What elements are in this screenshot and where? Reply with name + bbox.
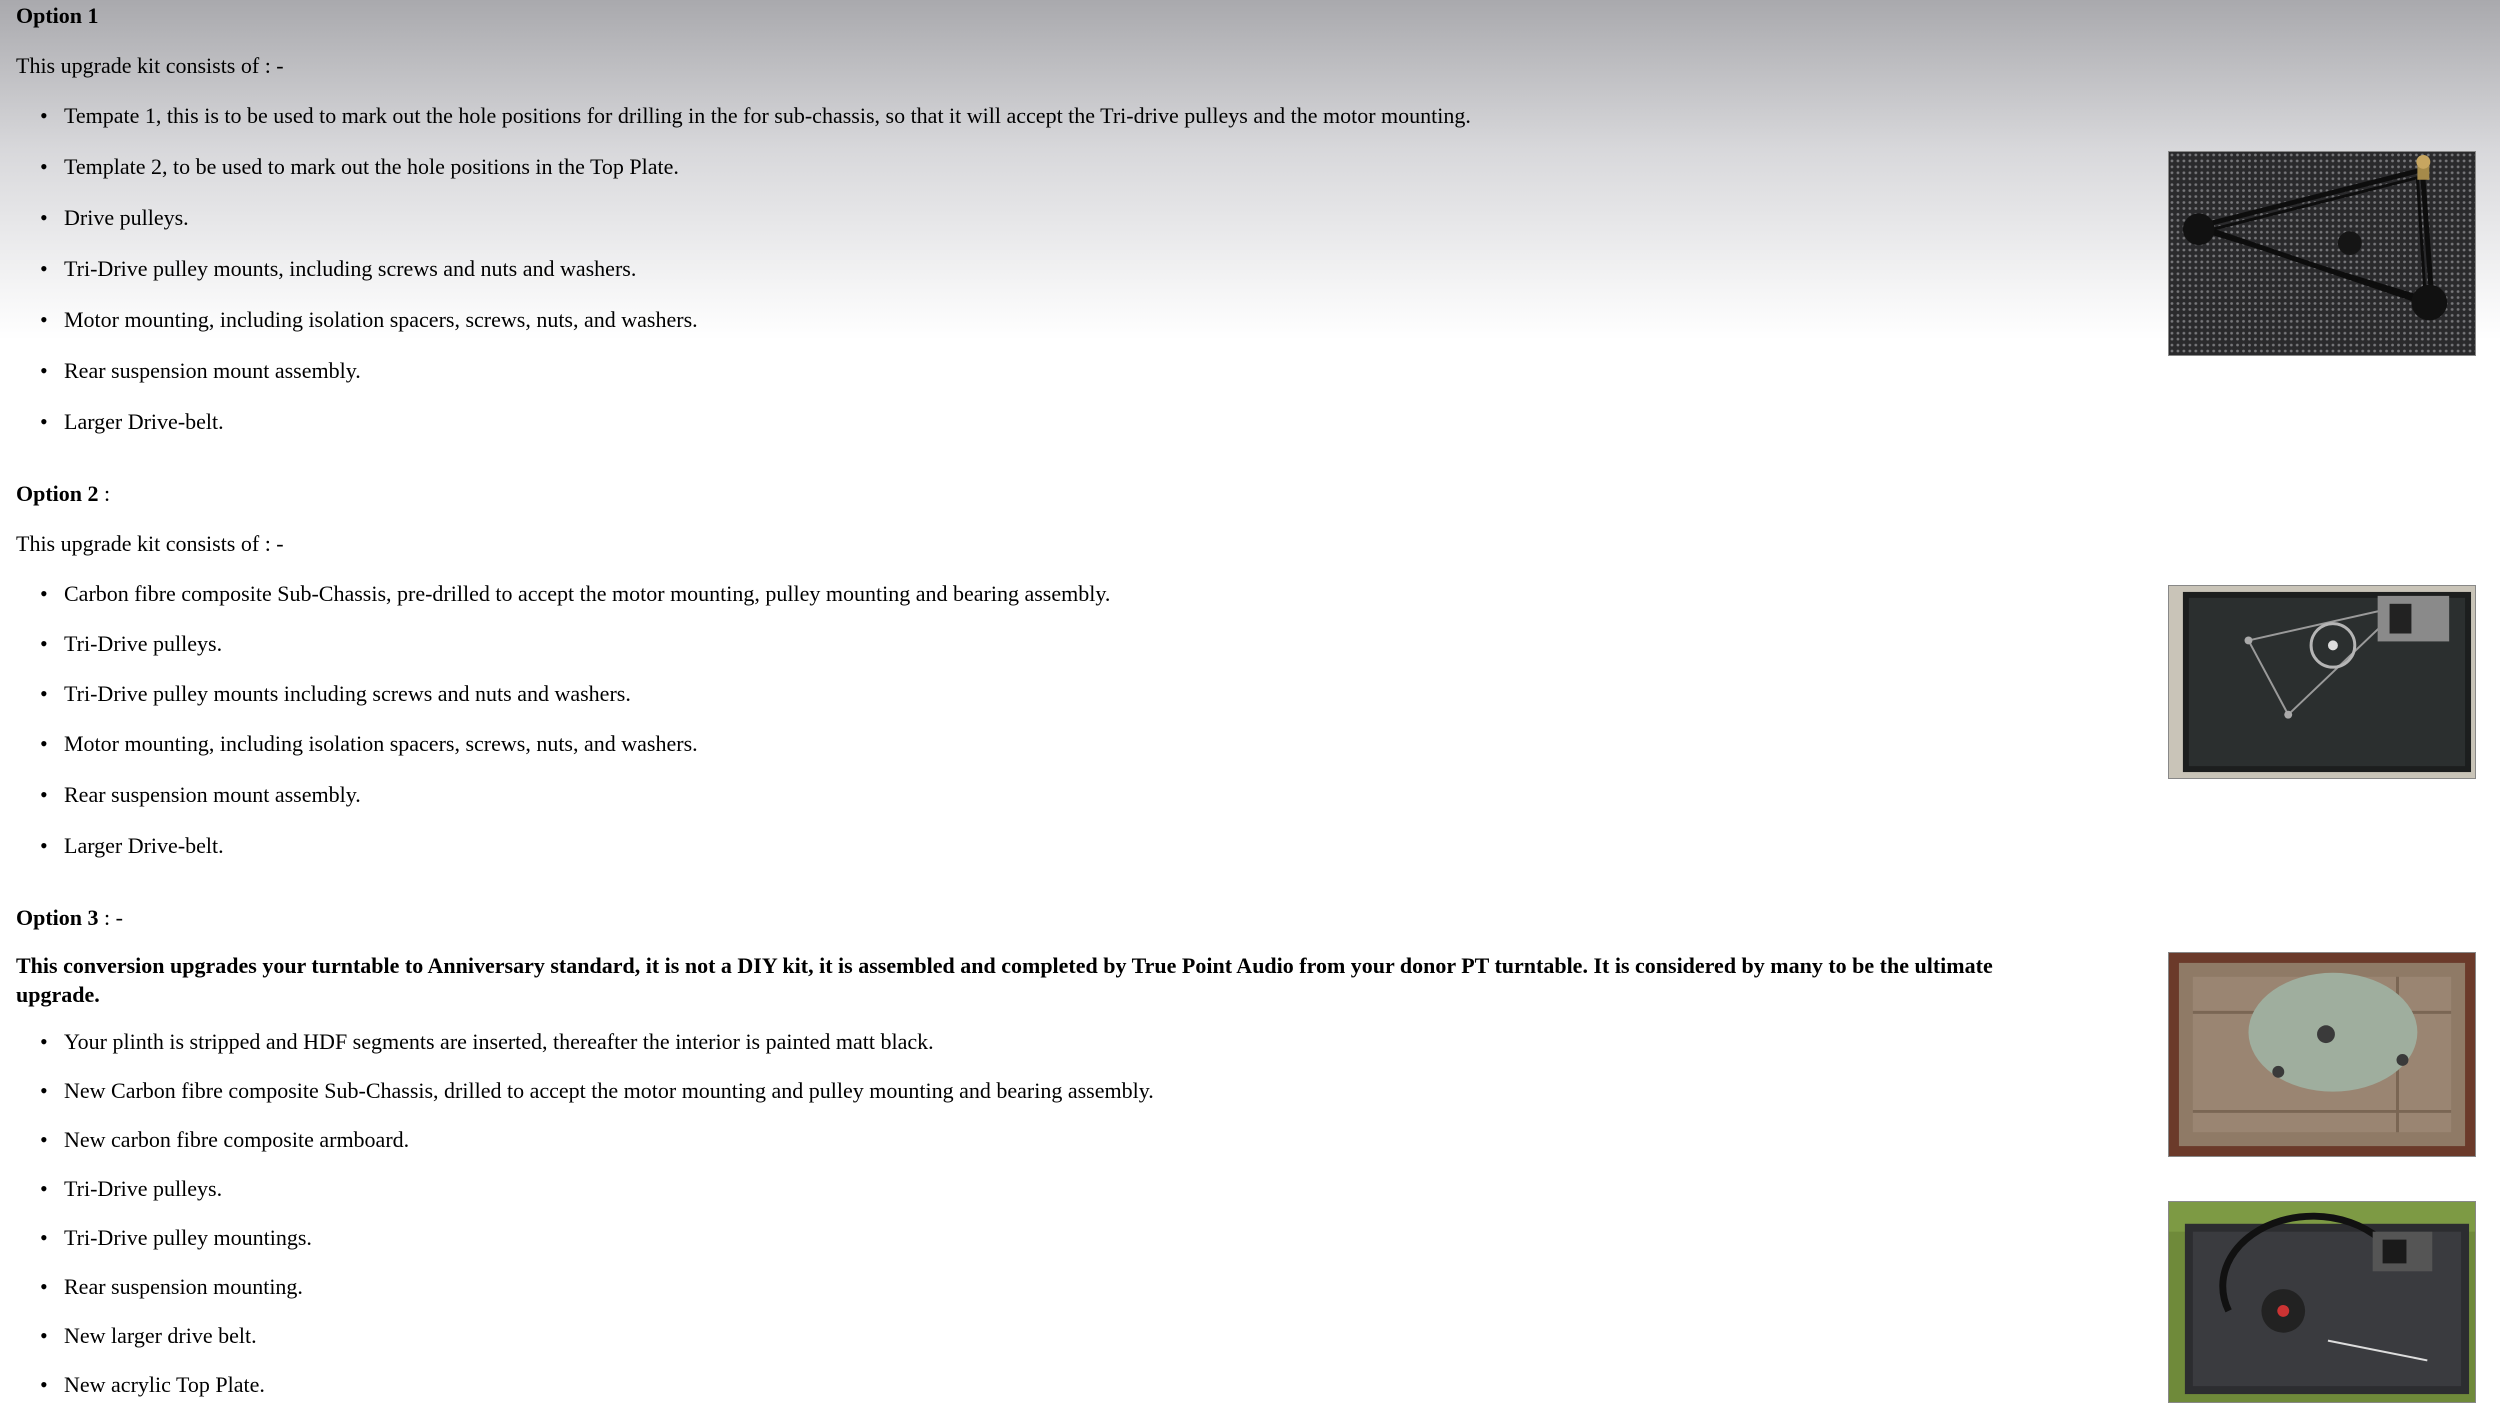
sub-chassis-photo: [2168, 585, 2476, 779]
tri-drive-pulley-kit-photo: [2168, 151, 2476, 356]
option-2-intro: This upgrade kit consists of : -: [16, 531, 284, 556]
list-item: • Rear suspension mounting.: [64, 1271, 2076, 1303]
list-item: • Tri-Drive pulleys.: [64, 1173, 2076, 1205]
option-1-list: [16, 100, 2076, 438]
list-item: • Tri-Drive pulley mounts, including screws and nuts and washers.: [64, 253, 2076, 285]
option-2-section: [16, 478, 2076, 862]
option-1-title: Option 1: [16, 3, 99, 28]
list-item: • Tri-Drive pulleys.: [64, 628, 2076, 660]
option-1-heading: [16, 0, 2076, 32]
option-2-title: Option 2: [16, 481, 99, 506]
option-2-suffix: :: [98, 481, 111, 506]
list-item: • Carbon fibre composite Sub-Chassis, pre-drilled to accept the motor mounting, pulley mounting and bearing assembly.: [64, 578, 2076, 610]
list-item: • Your plinth is stripped and HDF segments are inserted, thereafter the interior is painted matt black.: [64, 1026, 2076, 1058]
option-1-intro: This upgrade kit consists of : -: [16, 53, 284, 78]
list-item: • Tri-Drive pulley mounts including screws and nuts and washers.: [64, 678, 2076, 710]
option-2-list: [16, 578, 2076, 862]
list-item: • New Carbon fibre composite Sub-Chassis, drilled to accept the motor mounting and pulley mounting and bearing assembly.: [64, 1075, 2076, 1107]
plinth-interior-photo: [2168, 952, 2476, 1157]
list-item: • Motor mounting, including isolation spacers, screws, nuts, and washers.: [64, 304, 2076, 336]
list-item: • New acrylic Top Plate.: [64, 1369, 2076, 1401]
list-item: • Template 2, to be used to mark out the hole positions in the Top Plate.: [64, 151, 2076, 183]
option-3-section: [16, 902, 2076, 1401]
list-item: • Drive pulleys.: [64, 202, 2076, 234]
option-3-heading: [16, 902, 2076, 934]
list-item: • Rear suspension mount assembly.: [64, 355, 2076, 387]
option-2-heading: [16, 478, 2076, 510]
list-item: • Larger Drive-belt.: [64, 830, 2076, 862]
list-item: • Tempate 1, this is to be used to mark out the hole positions for drilling in the for sub-chassis, so that it will accept the Tri-drive pulleys and the motor mounting.: [64, 100, 2076, 132]
list-item: • New carbon fibre composite armboard.: [64, 1124, 2076, 1156]
option-3-suffix: : -: [98, 905, 123, 930]
option-1-section: [16, 0, 2076, 438]
assembled-turntable-photo: [2168, 1201, 2476, 1403]
option-3-list: [16, 1026, 2076, 1401]
list-item: • New larger drive belt.: [64, 1320, 2076, 1352]
option-3-title: Option 3: [16, 905, 99, 930]
option-3-intro: This conversion upgrades your turntable to Anniversary standard, it is not a DIY kit, it is assembled and completed by True Point Audio from your donor PT turntable. It is considered by many to be the ultimate upgrade.: [16, 953, 1993, 1007]
list-item: • Rear suspension mount assembly.: [64, 779, 2076, 811]
list-item: • Tri-Drive pulley mountings.: [64, 1222, 2076, 1254]
list-item: • Motor mounting, including isolation spacers, screws, nuts, and washers.: [64, 728, 2076, 760]
list-item: • Larger Drive-belt.: [64, 406, 2076, 438]
